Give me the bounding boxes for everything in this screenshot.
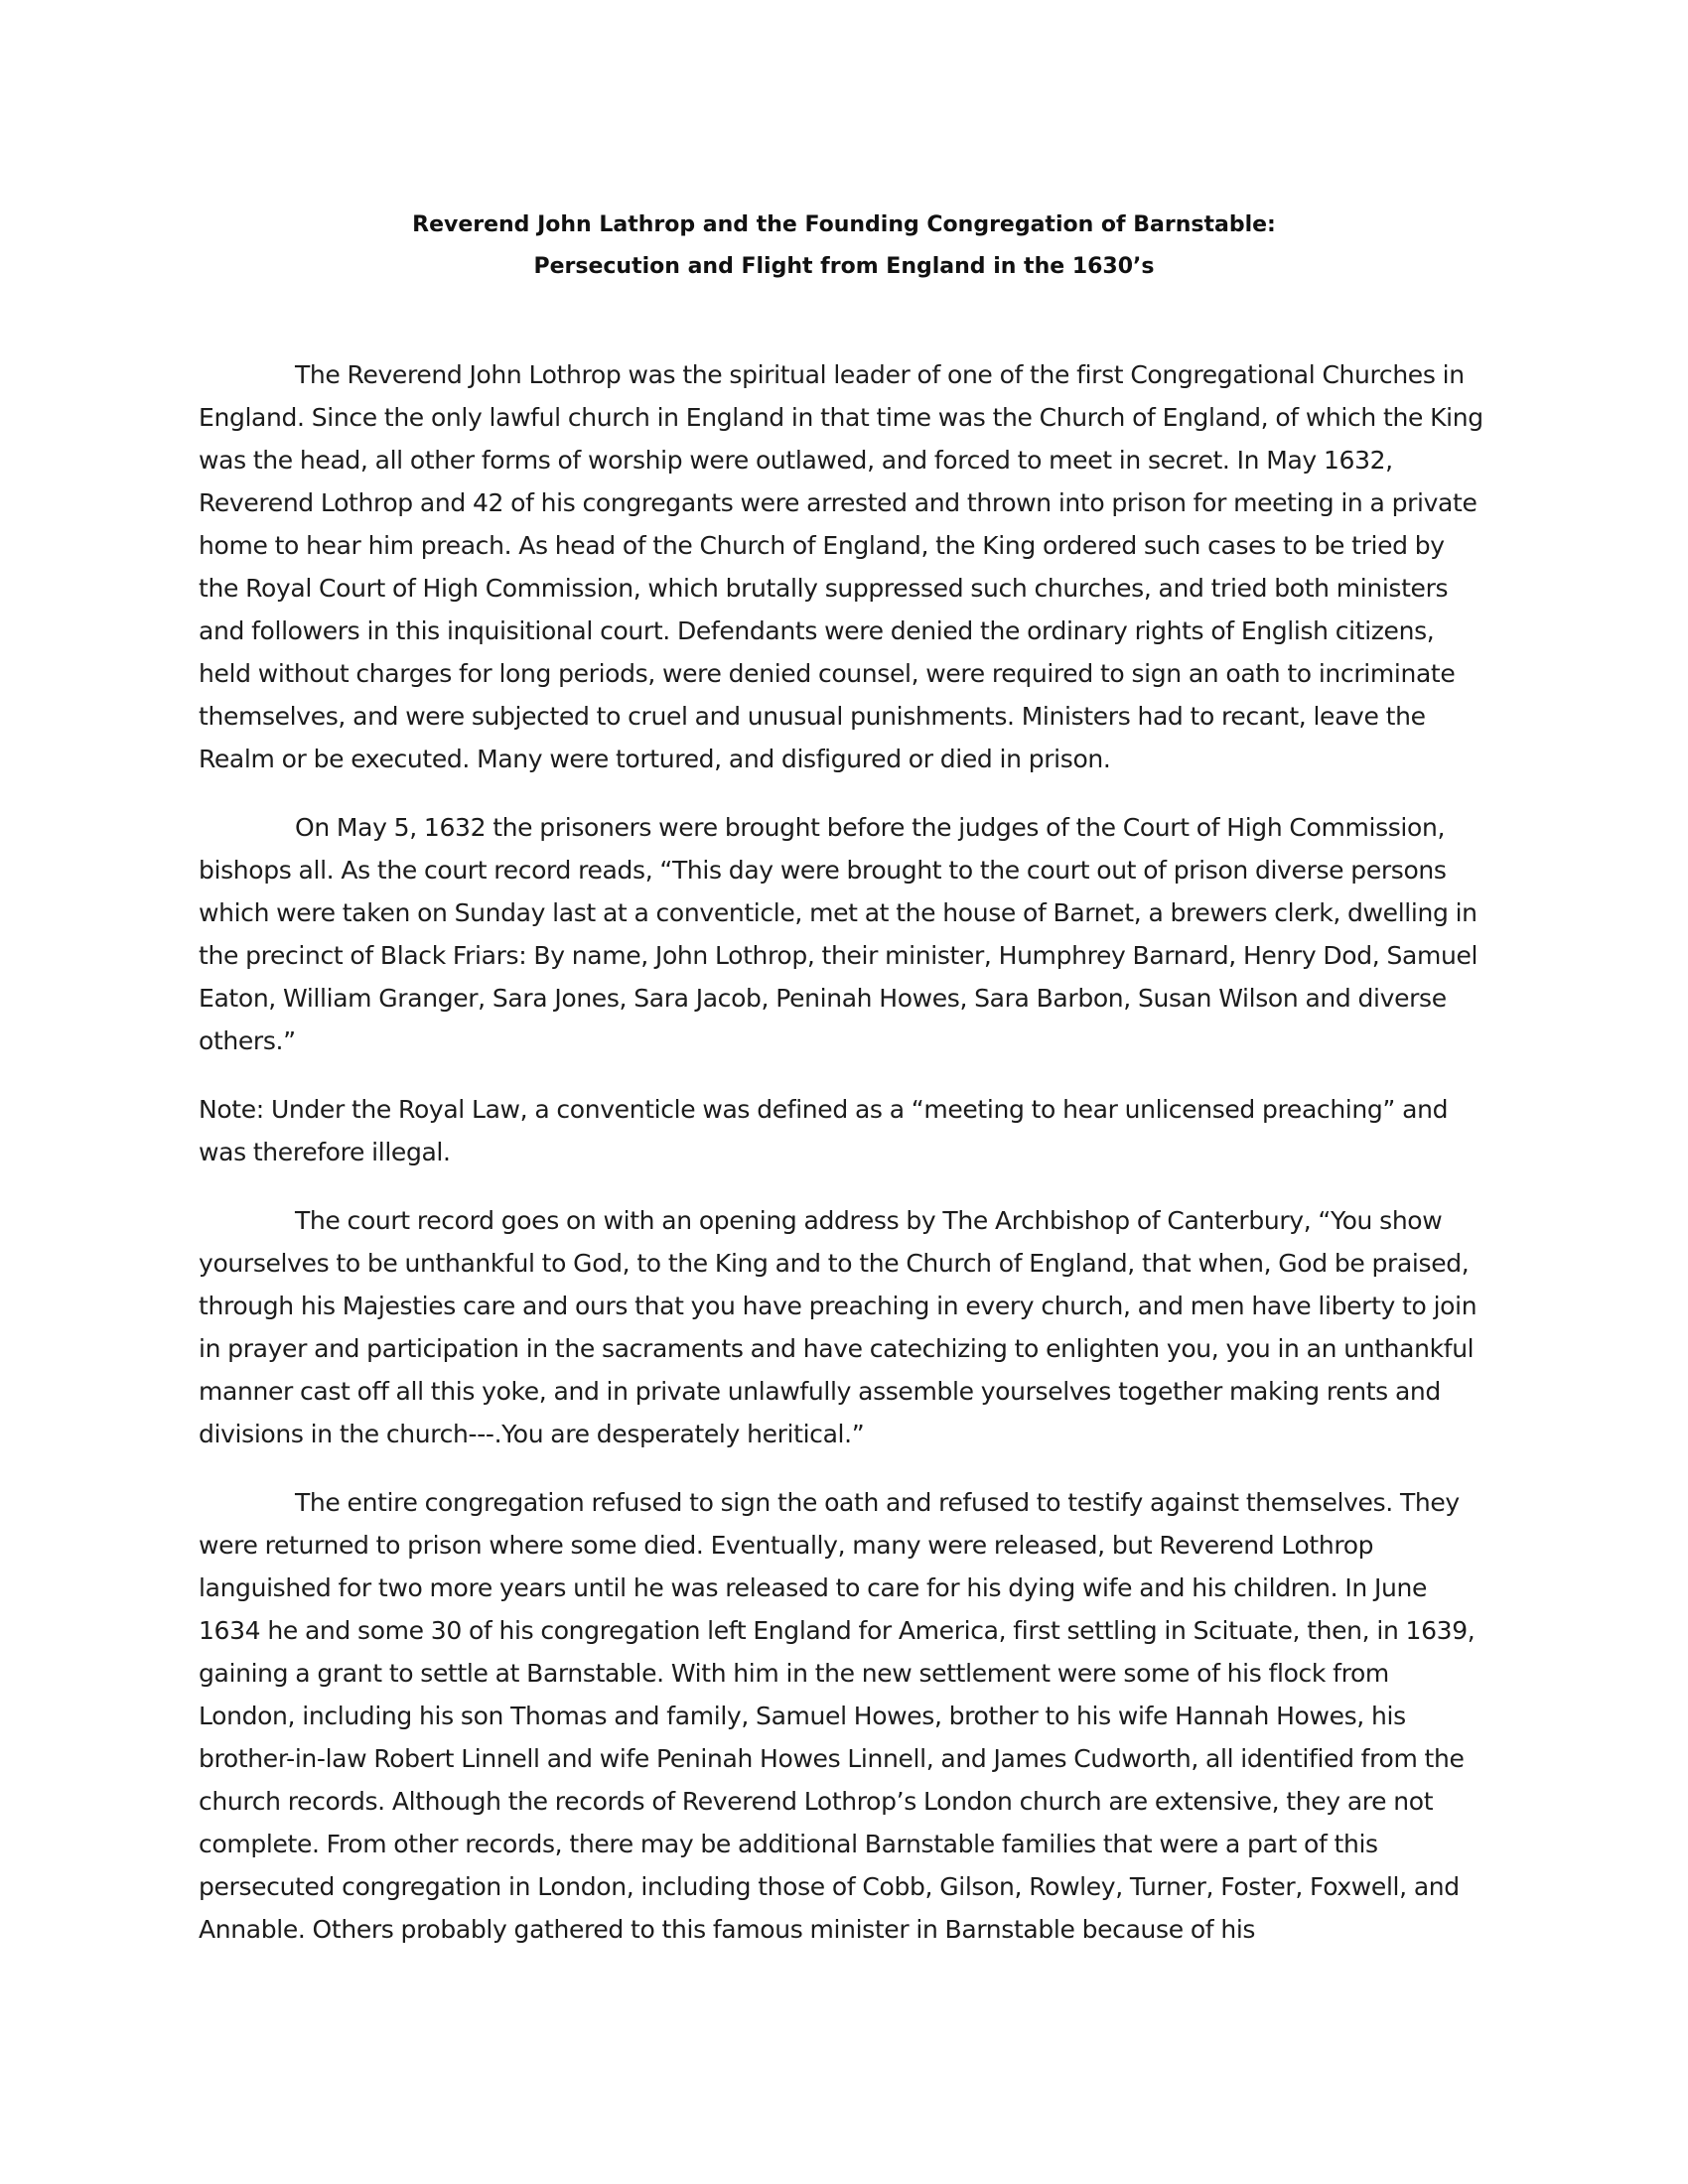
paragraph-court-record: On May 5, 1632 the prisoners were brought before the judges of the Court of High Commission, bishops all. As the court record reads, “This day were brought to the court out of prison diverse persons which were taken on Sunday last at a conventicle, met at the house of Barnet, a brewers clerk, dwelling in the precinct of Black Friars: By name, John Lothrop, their minister, Humphrey Barnard, Henry Dod, Samuel Eaton, William Granger, Sara Jones, Sara Jacob, Peninah Howes, Sara Barbon, Susan Wilson and diverse others.” xyxy=(199,813,1478,1055)
title-line-2: Persecution and Flight from England in the 1630’s xyxy=(533,254,1155,279)
document-body xyxy=(199,353,1489,1977)
title-line-1: Reverend John Lathrop and the Founding Congregation of Barnstable: xyxy=(412,212,1276,237)
paragraph-lothrop-intro: The Reverend John Lothrop was the spiritual leader of one of the first Congregational Churches in England. Since the only lawful church in England in that time was the Church of England, of which the King was the head, all other forms of worship were outlawed, and forced to meet in secret. In May 1632, Reverend Lothrop and 42 of his congregants were arrested and thrown into prison for meeting in a private home to hear him preach. As head of the Church of England, the King ordered such cases to be tried by the Royal Court of High Commission, which brutally suppressed such churches, and tried both ministers and followers in this inquisitional court. Defendants were denied the ordinary rights of English citizens, held without charges for long periods, were denied counsel, were required to sign an oath to incriminate themselves, and were subjected to cruel and unusual punishments. Ministers had to recant, leave the Realm or be executed. Many were tortured, and disfigured or died in prison. xyxy=(199,360,1483,773)
paragraph-archbishop-address: The court record goes on with an opening address by The Archbishop of Canterbury, “You show yourselves to be unthankful to God, to the King and to the Church of England, that when, God be praised, through his Majesties care and ours that you have preaching in every church, and men have liberty to join in prayer and participation in the sacraments and have catechizing to enlighten you, you in an unthankful manner cast off all this yoke, and in private unlawfully assemble yourselves together making rents and divisions in the church---.You are desperately heritical.” xyxy=(199,1206,1477,1448)
document-title xyxy=(0,205,1688,288)
paragraph-note: Note: Under the Royal Law, a conventicle was defined as a “meeting to hear unlicensed preaching” and was therefore illegal. xyxy=(199,1095,1449,1166)
paragraph-congregation-flight: The entire congregation refused to sign the oath and refused to testify against themselves. They were returned to prison where some died. Eventually, many were released, but Reverend Lothrop languished for two more years until he was released to care for his dying wife and his children. In June 1634 he and some 30 of his congregation left England for America, first settling in Scituate, then, in 1639, gaining a grant to settle at Barnstable. With him in the new settlement were some of his flock from London, including his son Thomas and family, Samuel Howes, brother to his wife Hannah Howes, his brother-in-law Robert Linnell and wife Peninah Howes Linnell, and James Cudworth, all identified from the church records. Although the records of Reverend Lothrop’s London church are extensive, they are not complete. From other records, there may be additional Barnstable families that were a part of this persecuted congregation in London, including those of Cobb, Gilson, Rowley, Turner, Foster, Foxwell, and Annable. Others probably gathered to this famous minister in Barnstable because of his xyxy=(199,1488,1476,1944)
